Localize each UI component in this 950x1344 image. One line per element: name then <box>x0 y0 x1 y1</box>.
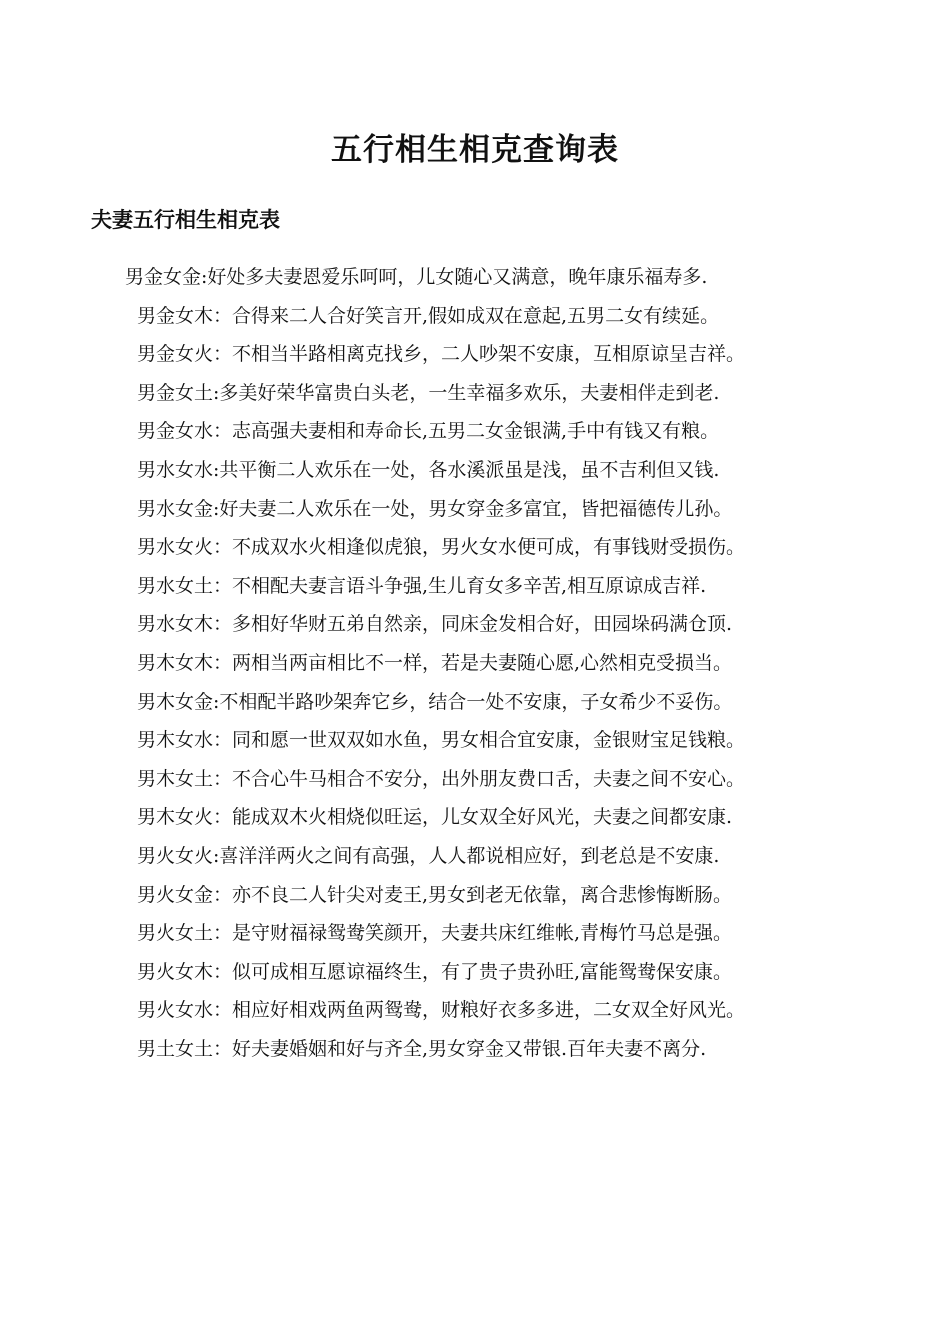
section-heading: 夫妻五行相生相克表 <box>91 208 280 232</box>
entry-line: 男木女火：能成双木火相烧似旺运，儿女双全好风光，夫妻之间都安康. <box>137 806 733 829</box>
entry-line: 男火女木：似可成相互愿谅福终生，有了贵子贵孙旺,富能鸳鸯保安康。 <box>137 960 733 983</box>
entry-line: 男金女水：志高强夫妻相和寿命长,五男二女金银满,手中有钱又有粮。 <box>137 420 720 443</box>
entry-line: 男水女木：多相好华财五弟自然亲，同床金发相合好，田园垛码满仓顶. <box>137 613 733 636</box>
entry-line: 男水女火：不成双水火相逢似虎狼，男火女水便可成，有事钱财受损伤。 <box>137 536 746 559</box>
entry-line: 男火女金：亦不良二人针尖对麦王,男女到老无依靠，离合悲惨悔断肠。 <box>137 883 733 906</box>
entry-line: 男木女土：不合心牛马相合不安分，出外朋友费口舌，夫妻之间不安心。 <box>137 767 746 790</box>
entry-line: 男金女金:好处多夫妻恩爱乐呵呵，儿女随心又满意，晚年康乐福寿多. <box>125 266 708 288</box>
entry-line: 男火女土：是守财福禄鸳鸯笑颜开，夫妻共床红维帐,青梅竹马总是强。 <box>137 922 733 945</box>
entry-line: 男水女土：不相配夫妻言语斗争强,生儿育女多辛苦,相互原谅成吉祥. <box>137 574 707 597</box>
entry-line: 男金女木：合得来二人合好笑言开,假如成双在意起,五男二女有续延。 <box>137 304 720 327</box>
entry-line: 男金女土:多美好荣华富贵白头老，一生幸福多欢乐，夫妻相伴走到老. <box>137 381 720 404</box>
entry-line: 男水女金:好夫妻二人欢乐在一处，男女穿金多富宜，皆把福德传儿孙。 <box>137 497 733 520</box>
entry-line: 男金女火：不相当半路相离克找乡，二人吵架不安康，互相原谅呈吉祥。 <box>137 343 746 366</box>
entry-line: 男木女水：同和愿一世双双如水鱼，男女相合宜安康，金银财宝足钱粮。 <box>137 729 746 752</box>
entry-line: 男土女土：好夫妻婚姻和好与齐全,男女穿金又带银.百年夫妻不离分. <box>137 1037 707 1060</box>
entry-line: 男火女火:喜洋洋两火之间有高强，人人都说相应好，到老总是不安康. <box>137 844 720 867</box>
entry-line: 男水女水:共平衡二人欢乐在一处，各水溪派虽是浅，虽不吉利但又钱. <box>137 458 720 481</box>
entry-line: 男火女水：相应好相戏两鱼两鸳鸯，财粮好衣多多进，二女双全好风光。 <box>137 999 746 1022</box>
document-title: 五行相生相克查询表 <box>331 132 619 168</box>
entry-line: 男木女木：两相当两亩相比不一样，若是夫妻随心愿,心然相克受损当。 <box>137 651 733 674</box>
entry-line: 男木女金:不相配半路吵架奔它乡，结合一处不安康，子女希少不妥伤。 <box>137 690 733 713</box>
entry-list <box>0 258 950 1068</box>
